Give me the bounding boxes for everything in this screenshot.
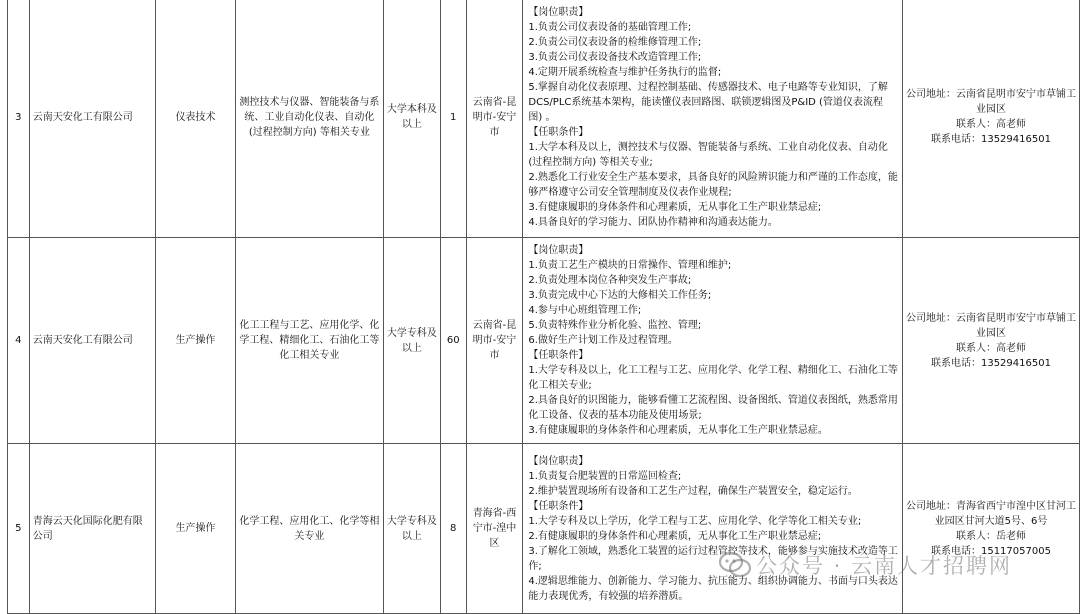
major-requirement-line: 关专业 xyxy=(294,530,325,542)
education-requirement xyxy=(383,444,440,614)
wechat-official-account-icon xyxy=(718,550,752,580)
work-location-line: 明市-安宁 xyxy=(472,111,517,123)
headcount: 60 xyxy=(440,238,466,444)
contact-info-line: 公司地址：云南省昆明市安宁市草铺工 xyxy=(905,312,1076,324)
job-duties-line: 3.负责公司仪表设备技术改造管理工作; xyxy=(528,51,702,63)
major-requirement-line: 测控技术与仪器、智能装备与系 xyxy=(239,96,380,108)
job-duties-line: 3.了解化工领域，熟悉化工装置的运行过程管控等技术，能够参与实施技术改造等工 xyxy=(528,545,898,557)
job-duties-line: 作; xyxy=(528,560,542,572)
job-duties-line: 【岗位职责】 xyxy=(528,6,589,18)
job-duties-line: 4.定期开展系统检查与维护任务执行的监督; xyxy=(528,66,722,78)
headcount: 8 xyxy=(440,444,466,614)
contact-info-line: 公司地址：青海省西宁市湟中区甘河工 xyxy=(905,500,1076,512)
job-duties-line: 2.有健康履职的身体条件和心理素质，无从事化工生产职业禁忌症; xyxy=(528,530,822,542)
education-requirement-line: 以上 xyxy=(401,119,422,130)
work-location xyxy=(466,238,523,444)
row-number: 4 xyxy=(8,238,30,444)
work-location xyxy=(466,444,523,614)
job-duties-line: 1.大学专科及以上，化工工程与工艺、应用化学、化学工程、精细化工、石油化工等 xyxy=(528,365,898,376)
job-listing-table xyxy=(7,0,1080,614)
job-duties-line: 4.逻辑思维能力、创新能力、学习能力、抗压能力、组织协调能力、书面与口头表达 xyxy=(528,575,898,587)
major-requirement-line: 化工相关专业 xyxy=(279,350,340,361)
contact-info-line: 联系人：岳老师 xyxy=(955,530,1026,542)
contact-info-line: 业园区 xyxy=(975,104,1006,115)
position-name: 仪表技术 xyxy=(156,0,236,238)
education-requirement xyxy=(383,238,440,444)
job-duties-line: 2.负责公司仪表设备的检维修管理工作; xyxy=(528,36,702,48)
headcount: 1 xyxy=(440,0,466,238)
contact-info-line: 业园区 xyxy=(975,327,1006,339)
contact-info-line: 联系人：高老师 xyxy=(955,119,1026,130)
contact-info xyxy=(902,444,1079,614)
job-duties-line: 1.大学本科及以上，测控技术与仪器、智能装备与系统、工业自动化仪表、自动化 xyxy=(528,141,888,153)
job-duties xyxy=(523,238,903,444)
job-duties-line: 【岗位职责】 xyxy=(528,245,589,256)
contact-info-line: 公司地址：云南省昆明市安宁市草铺工 xyxy=(905,89,1076,100)
major-requirement-line: 学工程、精细化工、石油化工等 xyxy=(239,335,380,346)
major-requirement-line: 化学工程、应用化工、化学等相 xyxy=(239,515,380,527)
education-requirement xyxy=(383,0,440,238)
company-name: 青海云天化国际化肥有限公司 xyxy=(29,444,155,614)
job-duties-line: 2.具备良好的识图能力，能够看懂工艺流程图、设备图纸、管道仪表图纸，熟悉常用 xyxy=(528,395,898,406)
contact-info-line: 联系电话：13529416501 xyxy=(930,134,1051,145)
position-name: 生产操作 xyxy=(156,444,236,614)
job-duties-line: 5.负责特殊作业分析化验、监控、管理; xyxy=(528,320,702,331)
work-location-line: 明市-安宁 xyxy=(472,335,517,346)
education-requirement-line: 以上 xyxy=(401,530,422,542)
row-number: 3 xyxy=(8,0,30,238)
table-row xyxy=(8,0,1080,238)
contact-info-line: 业园区甘河大道5号、6号 xyxy=(934,515,1048,527)
work-location-line: 宁市-湟中 xyxy=(472,523,517,534)
education-requirement-line: 大学专科及 xyxy=(386,327,437,339)
job-duties-line: 够严格遵守公司安全管理制度及仪表作业规程; xyxy=(528,186,732,198)
contact-info-line: 联系人：高老师 xyxy=(955,342,1026,354)
job-duties-line: 化工设备、仪表的基本功能及使用场景; xyxy=(528,410,702,421)
major-requirement-line: 统、工业自动化仪表、自动化 xyxy=(244,111,375,123)
major-requirement-line: 化工工程与工艺、应用化学、化 xyxy=(239,320,380,331)
major-requirement xyxy=(235,238,383,444)
job-duties-line: 1.负责工艺生产模块的日常操作、管理和维护; xyxy=(528,260,732,271)
watermark-text: 公众号 · 云南人才招聘网 xyxy=(756,554,1013,578)
work-location-line: 区 xyxy=(489,538,500,549)
job-duties-line: (过程控制方向) 等相关专业; xyxy=(528,156,653,168)
row-number: 5 xyxy=(8,444,30,614)
major-requirement xyxy=(235,444,383,614)
job-duties-line: 6.做好生产计划工作及过程管理。 xyxy=(528,335,678,346)
work-location-line: 云南省-昆 xyxy=(472,320,517,331)
job-duties xyxy=(523,444,903,614)
table-row xyxy=(8,238,1080,444)
job-duties-line: 2.负责处理本岗位各种突发生产事故; xyxy=(528,275,692,286)
job-duties-line: 2.熟悉化工行业安全生产基本要求，具备良好的风险辨识能力和严谨的工作态度，能 xyxy=(528,171,898,183)
work-location xyxy=(466,0,523,238)
job-duties-line: DCS/PLC系统基本架构，能读懂仪表回路图、联锁逻辑图及P&ID (管道仪表流程 xyxy=(528,96,883,108)
job-duties-line: 1.负责公司仪表设备的基础管理工作; xyxy=(528,21,692,33)
table-row xyxy=(8,444,1080,614)
contact-info-line: 联系电话：13529416501 xyxy=(930,357,1051,369)
job-duties-line: 【岗位职责】 xyxy=(528,455,589,467)
job-duties-line: 【任职条件】 xyxy=(528,126,589,138)
position-name: 生产操作 xyxy=(156,238,236,444)
education-requirement-line: 大学专科及 xyxy=(386,515,437,527)
work-location-line: 青海省-西 xyxy=(472,508,517,519)
job-duties-line: 图) 。 xyxy=(528,111,556,123)
job-duties-line: 4.具备良好的学习能力、团队协作精神和沟通表达能力。 xyxy=(528,216,778,228)
contact-info-line: 联系电话：15117057005 xyxy=(930,545,1051,557)
job-duties xyxy=(523,0,903,238)
job-duties-line: 1.大学专科及以上学历，化学工程与工艺、应用化学、化学等化工相关专业; xyxy=(528,515,862,527)
job-duties-line: 3.负责完成中心下达的大修相关工作任务; xyxy=(528,290,712,301)
job-duties-line: 1.负责复合肥装置的日常巡回检查; xyxy=(528,470,682,482)
job-duties-line: 3.有健康履职的身体条件和心理素质，无从事化工生产职业禁忌症。 xyxy=(528,425,828,436)
major-requirement-line: (过程控制方向) 等相关专业 xyxy=(248,126,370,138)
job-duties-line: 【任职条件】 xyxy=(528,500,589,512)
job-duties-line: 化工相关专业; xyxy=(528,380,592,391)
education-requirement-line: 以上 xyxy=(401,342,422,354)
work-location-line: 市 xyxy=(489,350,500,361)
contact-info xyxy=(902,0,1079,238)
contact-info xyxy=(902,238,1079,444)
education-requirement-line: 大学本科及 xyxy=(386,104,437,115)
job-duties-line: 【任职条件】 xyxy=(528,350,589,361)
watermark xyxy=(718,545,1012,585)
major-requirement xyxy=(235,0,383,238)
job-duties-line: 能力表现优秀，有较强的培养潜质。 xyxy=(528,590,689,602)
job-duties-line: 3.有健康履职的身体条件和心理素质，无从事化工生产职业禁忌症; xyxy=(528,201,822,213)
job-duties-line: 5.掌握自动化仪表原理、过程控制基础、传感器技术、电子电路等专业知识，了解 xyxy=(528,81,888,93)
work-location-line: 市 xyxy=(489,126,500,138)
company-name: 云南天安化工有限公司 xyxy=(29,238,155,444)
job-duties-line: 2.维护装置现场所有设备和工艺生产过程，确保生产装置安全，稳定运行。 xyxy=(528,485,858,497)
job-duties-line: 4.参与中心班组管理工作; xyxy=(528,305,642,316)
work-location-line: 云南省-昆 xyxy=(472,96,517,108)
company-name: 云南天安化工有限公司 xyxy=(29,0,155,238)
